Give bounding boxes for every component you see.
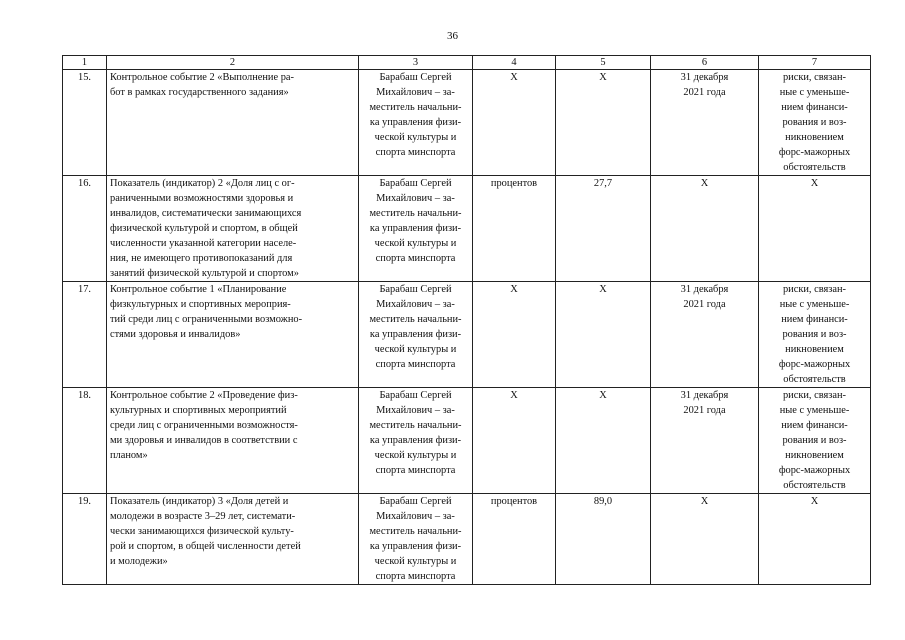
value: 27,7 — [593, 178, 613, 189]
page-number: 36 — [447, 30, 458, 42]
table-row — [63, 70, 871, 176]
risks: риски, связан- ные с уменьше- нием финанси- рования и воз- никновением форс-мажорных обстоятельств — [778, 284, 851, 385]
column-header-5: 5 — [556, 56, 651, 70]
responsible-person: Барабаш Сергей Михайлович – за- меститель начальни- ка управления физи- ческой культуры и спорта минспорта — [369, 496, 462, 582]
column-header-4: 4 — [473, 56, 556, 70]
column-header-3: 3 — [359, 56, 473, 70]
deadline-cell — [651, 70, 759, 176]
measures-table — [62, 55, 871, 585]
row-number: 18. — [78, 390, 91, 401]
event-name-cell — [107, 70, 359, 176]
event-name: Контрольное событие 1 «Планирование физкультурных и спортивных мероприя- тий среди лиц с ограниченными возможно- стями здоровья и инвалидов» — [110, 284, 303, 340]
responsible-cell — [359, 494, 473, 585]
value-cell — [556, 70, 651, 176]
deadline: 31 декабря 2021 года — [680, 72, 729, 98]
event-name: Показатель (индикатор) 3 «Доля детей и молодежи в возрасте 3–29 лет, системати- чески занимающихся физической культу- рой и спортом, в общей численности детей и молодежи» — [110, 496, 301, 567]
row-number: 17. — [78, 284, 91, 295]
event-name-cell — [107, 282, 359, 388]
value-cell — [556, 388, 651, 494]
unit: процентов — [490, 178, 538, 189]
event-name: Показатель (индикатор) 2 «Доля лиц с ог- раниченными возможностями здоровья и инвалидов, систематически занимающихся физической культурой и спортом, в общей численности указанной категории населе- ния, не имеющего противопоказаний для занятий физической культурой и спортом» — [110, 178, 302, 279]
risks: Х — [810, 496, 819, 507]
row-number: 15. — [78, 72, 91, 83]
unit-cell — [473, 70, 556, 176]
event-name-cell — [107, 494, 359, 585]
column-header-1: 1 — [63, 56, 107, 70]
risks: риски, связан- ные с уменьше- нием финанси- рования и воз- никновением форс-мажорных обстоятельств — [778, 390, 851, 491]
row-number: 19. — [78, 496, 91, 507]
value: 89,0 — [593, 496, 613, 507]
deadline: 31 декабря 2021 года — [680, 284, 729, 310]
event-name: Контрольное событие 2 «Проведение физ- культурных и спортивных мероприятий среди лиц с ограниченными возможностя- ми здоровья и инвалидов в соответствии с планом» — [110, 390, 298, 461]
event-name: Контрольное событие 2 «Выполнение ра- бот в рамках государственного задания» — [110, 72, 294, 98]
risks: Х — [810, 178, 819, 189]
table-row — [63, 388, 871, 494]
deadline-cell — [651, 282, 759, 388]
event-name-cell — [107, 176, 359, 282]
table-header-row — [63, 56, 871, 70]
table-row — [63, 282, 871, 388]
value-cell — [556, 494, 651, 585]
column-header-2: 2 — [107, 56, 359, 70]
risks-cell — [759, 70, 871, 176]
unit: Х — [510, 72, 518, 83]
row-number-cell — [63, 494, 107, 585]
value: Х — [599, 72, 607, 83]
responsible-person: Барабаш Сергей Михайлович – за- меститель начальни- ка управления физи- ческой культуры и спорта минспорта — [369, 72, 462, 158]
responsible-person: Барабаш Сергей Михайлович – за- меститель начальни- ка управления физи- ческой культуры и спорта минспорта — [369, 390, 462, 476]
table-row — [63, 176, 871, 282]
value: Х — [599, 390, 607, 401]
responsible-person: Барабаш Сергей Михайлович – за- меститель начальни- ка управления физи- ческой культуры и спорта минспорта — [369, 284, 462, 370]
value-cell — [556, 176, 651, 282]
unit-cell — [473, 494, 556, 585]
risks-cell — [759, 388, 871, 494]
risks-cell — [759, 282, 871, 388]
value-cell — [556, 282, 651, 388]
responsible-cell — [359, 282, 473, 388]
column-header-7: 7 — [759, 56, 871, 70]
deadline-cell — [651, 388, 759, 494]
row-number-cell — [63, 70, 107, 176]
responsible-cell — [359, 176, 473, 282]
unit-cell — [473, 282, 556, 388]
event-name-cell — [107, 388, 359, 494]
value: Х — [599, 284, 607, 295]
deadline-cell — [651, 176, 759, 282]
column-header-6: 6 — [651, 56, 759, 70]
deadline: 31 декабря 2021 года — [680, 390, 729, 416]
row-number-cell — [63, 388, 107, 494]
risks-cell — [759, 176, 871, 282]
unit: процентов — [490, 496, 538, 507]
risks: риски, связан- ные с уменьше- нием финанси- рования и воз- никновением форс-мажорных обстоятельств — [778, 72, 851, 173]
row-number-cell — [63, 282, 107, 388]
responsible-cell — [359, 70, 473, 176]
unit-cell — [473, 388, 556, 494]
responsible-person: Барабаш Сергей Михайлович – за- меститель начальни- ка управления физи- ческой культуры и спорта минспорта — [369, 178, 462, 264]
table-row — [63, 494, 871, 585]
deadline: Х — [700, 178, 709, 189]
unit-cell — [473, 176, 556, 282]
unit: Х — [510, 284, 518, 295]
deadline: Х — [700, 496, 709, 507]
deadline-cell — [651, 494, 759, 585]
responsible-cell — [359, 388, 473, 494]
row-number-cell — [63, 176, 107, 282]
risks-cell — [759, 494, 871, 585]
unit: Х — [510, 390, 518, 401]
row-number: 16. — [78, 178, 91, 189]
